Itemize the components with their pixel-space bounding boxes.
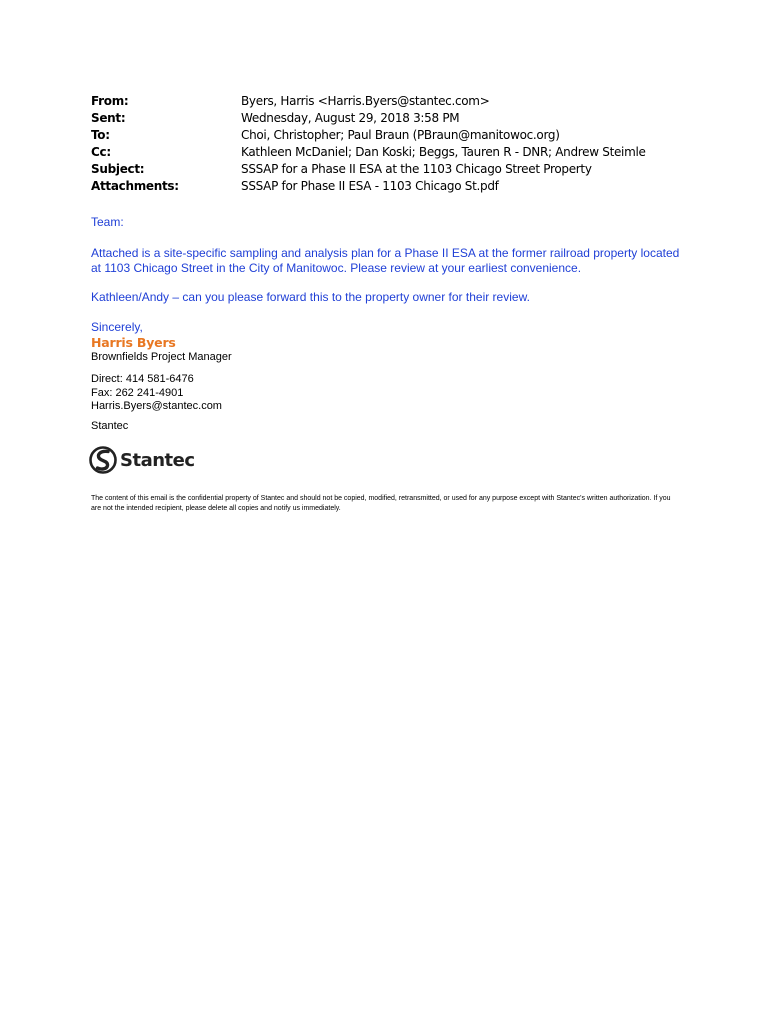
email-greeting: Team: [91,215,124,229]
header-sent-row [91,110,691,127]
signature-title: Brownfields Project Manager [91,351,232,363]
stantec-logo-text: Stantec [120,449,195,471]
to-value: Choi, Christopher; Paul Braun (PBraun@manitowoc.org) [241,128,560,142]
stantec-logo [89,444,195,476]
cc-value: Kathleen McDaniel; Dan Koski; Beggs, Tauren R - DNR; Andrew Steimle [241,145,646,159]
subject-label: Subject: [91,162,145,176]
signature-contact [91,373,222,414]
attachment-filename[interactable]: SSSAP for Phase II ESA - 1103 Chicago St.pdf [241,179,499,193]
signature-email-link[interactable]: Harris.Byers@stantec.com [91,400,222,412]
email-paragraph-2: Kathleen/Andy – can you please forward this to the property owner for their review. [91,290,530,304]
header-attachments-row [91,178,691,195]
signature-direct-phone: Direct: 414 581-6476 [91,373,194,385]
email-header [91,93,691,195]
signature-fax: Fax: 262 241-4901 [91,386,184,399]
header-to-row [91,127,691,144]
signature-name: Harris Byers [91,335,176,350]
subject-value: SSSAP for a Phase II ESA at the 1103 Chicago Street Property [241,162,592,176]
to-label: To: [91,128,110,142]
sent-label: Sent: [91,111,126,125]
confidentiality-disclaimer: The content of this email is the confidential property of Stantec and should not be copied, modified, retransmitted, or used for any purpose except with Stantec's written authorization. If you are not the intended recipient, please delete all copies and notify us immediately. [91,495,671,512]
email-paragraph-1: Attached is a site-specific sampling and analysis plan for a Phase II ESA at the former railroad property located at 1103 Chicago Street in the City of Manitowoc. Please review at your earliest convenience. [91,246,680,275]
attachments-label: Attachments: [91,179,179,193]
from-label: From: [91,94,129,108]
stantec-logo-icon [89,445,117,475]
email-closing: Sincerely, [91,320,143,334]
from-value: Byers, Harris <Harris.Byers@stantec.com> [241,94,490,108]
sent-value: Wednesday, August 29, 2018 3:58 PM [241,111,460,125]
header-cc-row [91,144,691,161]
header-subject-row [91,161,691,178]
cc-label: Cc: [91,145,111,159]
header-from-row [91,93,691,110]
signature-company: Stantec [91,420,129,432]
